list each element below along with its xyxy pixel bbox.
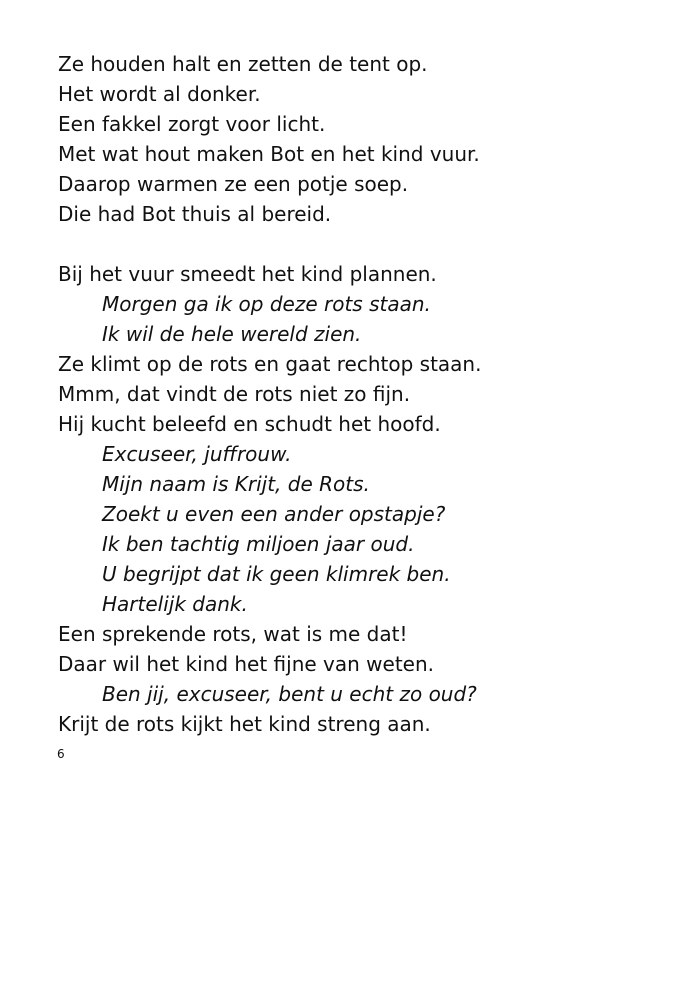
dialogue-line: Excuseer, juffrouw.	[102, 442, 292, 466]
dialogue-line: Morgen ga ik op deze rots staan.	[102, 292, 431, 316]
story-line: Mmm, dat vindt de rots niet zo fijn.	[58, 382, 411, 406]
story-line: Een fakkel zorgt voor licht.	[58, 112, 326, 136]
stanza-break	[58, 229, 678, 259]
dialogue-line: Ik ben tachtig miljoen jaar oud.	[102, 532, 415, 556]
dialogue-line: Zoekt u even een ander opstapje?	[102, 502, 446, 526]
story-line: Bij het vuur smeedt het kind plannen.	[58, 262, 437, 286]
story-line: Ze houden halt en zetten de tent op.	[58, 52, 428, 76]
story-line: Die had Bot thuis al bereid.	[58, 202, 332, 226]
dialogue-line: Mijn naam is Krijt, de Rots.	[102, 472, 370, 496]
story-text	[58, 49, 678, 739]
dialogue-line: Hartelijk dank.	[102, 592, 248, 616]
story-line: Het wordt al donker.	[58, 82, 261, 106]
story-line: Daar wil het kind het fijne van weten.	[58, 652, 435, 676]
story-line: Krijt de rots kijkt het kind streng aan.	[58, 712, 431, 736]
story-line: Daarop warmen ze een potje soep.	[58, 172, 409, 196]
story-line: Met wat hout maken Bot en het kind vuur.	[58, 142, 480, 166]
story-line: Ze klimt op de rots en gaat rechtop staan.	[58, 352, 482, 376]
story-line: Hij kucht beleefd en schudt het hoofd.	[58, 412, 441, 436]
dialogue-line: U begrijpt dat ik geen klimrek ben.	[102, 562, 451, 586]
dialogue-line: Ik wil de hele wereld zien.	[102, 322, 362, 346]
story-line: Een sprekende rots, wat is me dat!	[58, 622, 408, 646]
dialogue-line: Ben jij, excuseer, bent u echt zo oud?	[102, 682, 477, 706]
page-number: 6	[57, 747, 65, 761]
